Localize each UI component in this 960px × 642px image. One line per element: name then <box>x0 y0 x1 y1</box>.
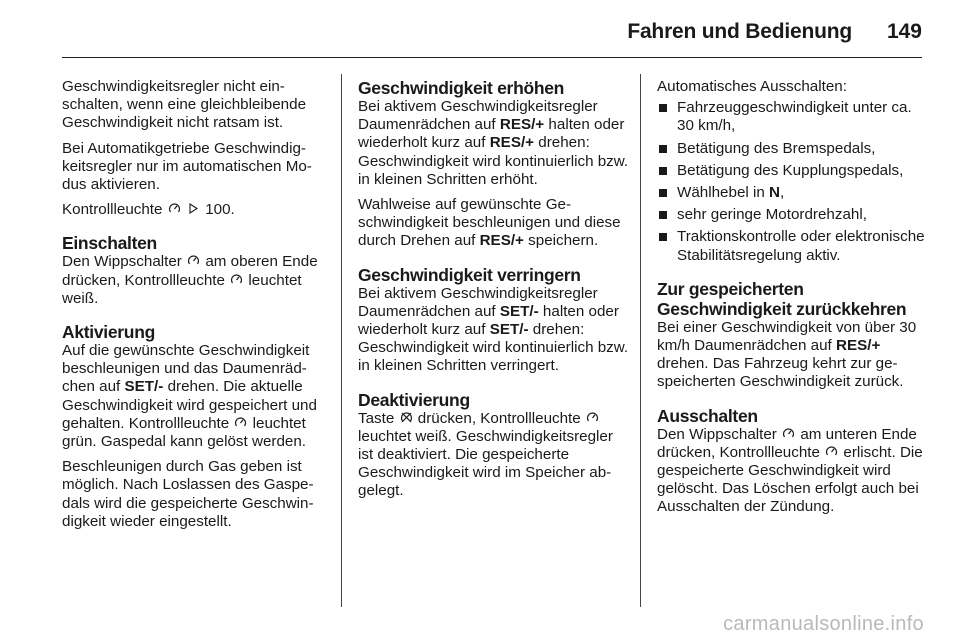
bullet-icon <box>659 104 667 112</box>
control-label: SET/- <box>499 302 539 320</box>
text: drücken, Kontrollleuchte <box>417 409 581 427</box>
list-item <box>657 206 929 224</box>
text: , <box>780 184 785 202</box>
paragraph <box>657 426 929 517</box>
column-divider <box>640 74 641 607</box>
text: Wahlweise auf gewünschte Geschwindigkeit beschleunigen und diese durch Drehen auf <box>358 196 621 250</box>
text: drehen. Die aktuelle Geschwindigkeit wird gespeichert und gehalten. Kontrollleuchte <box>62 378 317 432</box>
text: sehr geringe Motordrehzahl, <box>677 206 867 224</box>
right-arrow-icon <box>187 202 200 215</box>
text: halten oder wiederholt kurz auf <box>358 302 619 339</box>
control-label: RES/+ <box>836 337 881 355</box>
paragraph <box>358 285 630 376</box>
section-heading: Einschalten <box>62 233 157 254</box>
text: Auf die gewünschte Geschwindigkeit beschleunigen und das Daumenrädchen auf <box>62 342 310 396</box>
bullet-icon <box>659 167 667 175</box>
list-item <box>657 162 929 180</box>
cruise-control-icon <box>187 254 200 267</box>
text: Kontrollleuchte <box>62 201 163 219</box>
text: Bei aktivem Geschwindigkeitsregler Daumenrädchen auf <box>358 284 598 320</box>
section-heading: Zur gespeicherten Geschwindigkeit zurückkehren <box>657 278 907 319</box>
text: leuchtet weiß. <box>62 271 302 307</box>
paragraph <box>62 253 330 308</box>
section-heading: Geschwindigkeit erhöhen <box>358 78 565 98</box>
cruise-control-icon <box>825 445 838 458</box>
paragraph <box>358 196 630 251</box>
column-divider <box>341 74 342 607</box>
bullet-icon <box>659 211 667 219</box>
paragraph <box>358 98 630 189</box>
paragraph <box>358 410 630 501</box>
text: drehen: Geschwindigkeit wird kontinuierlich bzw. in kleinen Schritten erhöht. <box>358 134 629 188</box>
text: am oberen Ende drücken, Kontrollleuchte <box>62 253 318 289</box>
text: Fahrzeuggeschwindigkeit unter ca. 30 km/h, <box>677 99 912 135</box>
section-heading: Deaktivierung <box>358 389 470 410</box>
section-heading: Geschwindigkeit verringern <box>358 264 581 285</box>
cruise-control-icon <box>586 411 599 424</box>
cruise-cancel-icon <box>400 411 413 424</box>
bullet-icon <box>659 145 667 153</box>
text: drehen. Das Fahrzeug kehrt zur gespeicherten Geschwindigkeit zurück. <box>657 355 904 391</box>
text: Bei aktivem Geschwindigkeitsregler Daumenrädchen auf <box>358 98 598 134</box>
paragraph: Geschwindigkeitsregler nicht einschalten, wenn eine gleichbleibende Geschwindigkeit nicht ratsam ist. <box>62 78 307 132</box>
page-header <box>0 0 960 58</box>
column-2 <box>358 78 630 508</box>
cruise-control-icon <box>230 273 243 286</box>
text: 100. <box>205 201 235 219</box>
control-label: RES/+ <box>499 116 545 134</box>
text: Wählhebel in <box>677 184 765 202</box>
header-title: Fahren und Bedienung <box>627 20 852 43</box>
paragraph: Bei Automatikgetriebe Geschwindigkeitsregler nur im automatischen Modus aktivieren. <box>62 139 312 194</box>
text: Betätigung des Kupplungspedals, <box>677 161 904 179</box>
paragraph <box>657 319 929 392</box>
gear-label: N <box>769 184 781 202</box>
section-heading: Ausschalten <box>657 405 758 426</box>
paragraph <box>62 201 330 219</box>
cruise-control-icon <box>168 202 181 215</box>
column-3 <box>657 78 929 524</box>
text: am unteren Ende drücken, Kontrollleuchte <box>657 425 917 461</box>
text: Den Wippschalter <box>62 253 182 271</box>
text: erlischt. Die gespeicherte Geschwindigkeit wird gelöscht. Das Löschen erfolgt auch bei Ausschalten der Zündung. <box>657 443 923 516</box>
text: speichern. <box>528 232 599 250</box>
text: drehen: Geschwindigkeit wird kontinuierlich bzw. in kleinen Schritten verringert. <box>358 321 629 375</box>
column-1 <box>62 78 330 538</box>
bullet-icon <box>659 189 667 197</box>
section-heading: Aktivierung <box>62 322 155 343</box>
bullet-icon <box>659 233 667 241</box>
control-label: SET/- <box>124 378 164 396</box>
list-item <box>657 99 929 135</box>
paragraph <box>62 342 330 451</box>
watermark: carmanualsonline.info <box>723 613 924 635</box>
control-label: RES/+ <box>479 232 524 250</box>
text: halten oder wiederholt kurz auf <box>358 116 625 152</box>
text: Betätigung des Bremspedals, <box>677 139 876 157</box>
text: Taste <box>358 409 395 427</box>
list-item <box>657 184 929 202</box>
auto-off-list <box>657 99 929 265</box>
text: Traktionskontrolle oder elektronische Stabilitätsregelung aktiv. <box>677 228 925 264</box>
control-label: SET/- <box>489 321 529 339</box>
text: Bei einer Geschwindigkeit von über 30 km/h Daumenrädchen auf <box>657 318 917 355</box>
paragraph: Automatisches Ausschalten: <box>657 78 847 95</box>
header-rule <box>62 57 922 58</box>
page-number: 149 <box>886 20 922 43</box>
cruise-control-icon <box>782 427 795 440</box>
paragraph: Beschleunigen durch Gas geben ist möglich. Nach Loslassen des Gaspedals wird die gespeicherte Geschwindigkeit wieder eingestellt. <box>62 458 314 530</box>
control-label: RES/+ <box>489 134 535 152</box>
list-item <box>657 140 929 158</box>
text: leuchtet weiß. Geschwindigkeitsregler ist deaktiviert. Die gespeicherte Geschwindigkeit wird im Speicher abgelegt. <box>358 427 613 500</box>
text: leuchtet grün. Gaspedal kann gelöst werden. <box>62 414 307 451</box>
list-item <box>657 228 929 264</box>
cruise-control-icon <box>234 416 247 429</box>
text: Den Wippschalter <box>657 425 777 443</box>
